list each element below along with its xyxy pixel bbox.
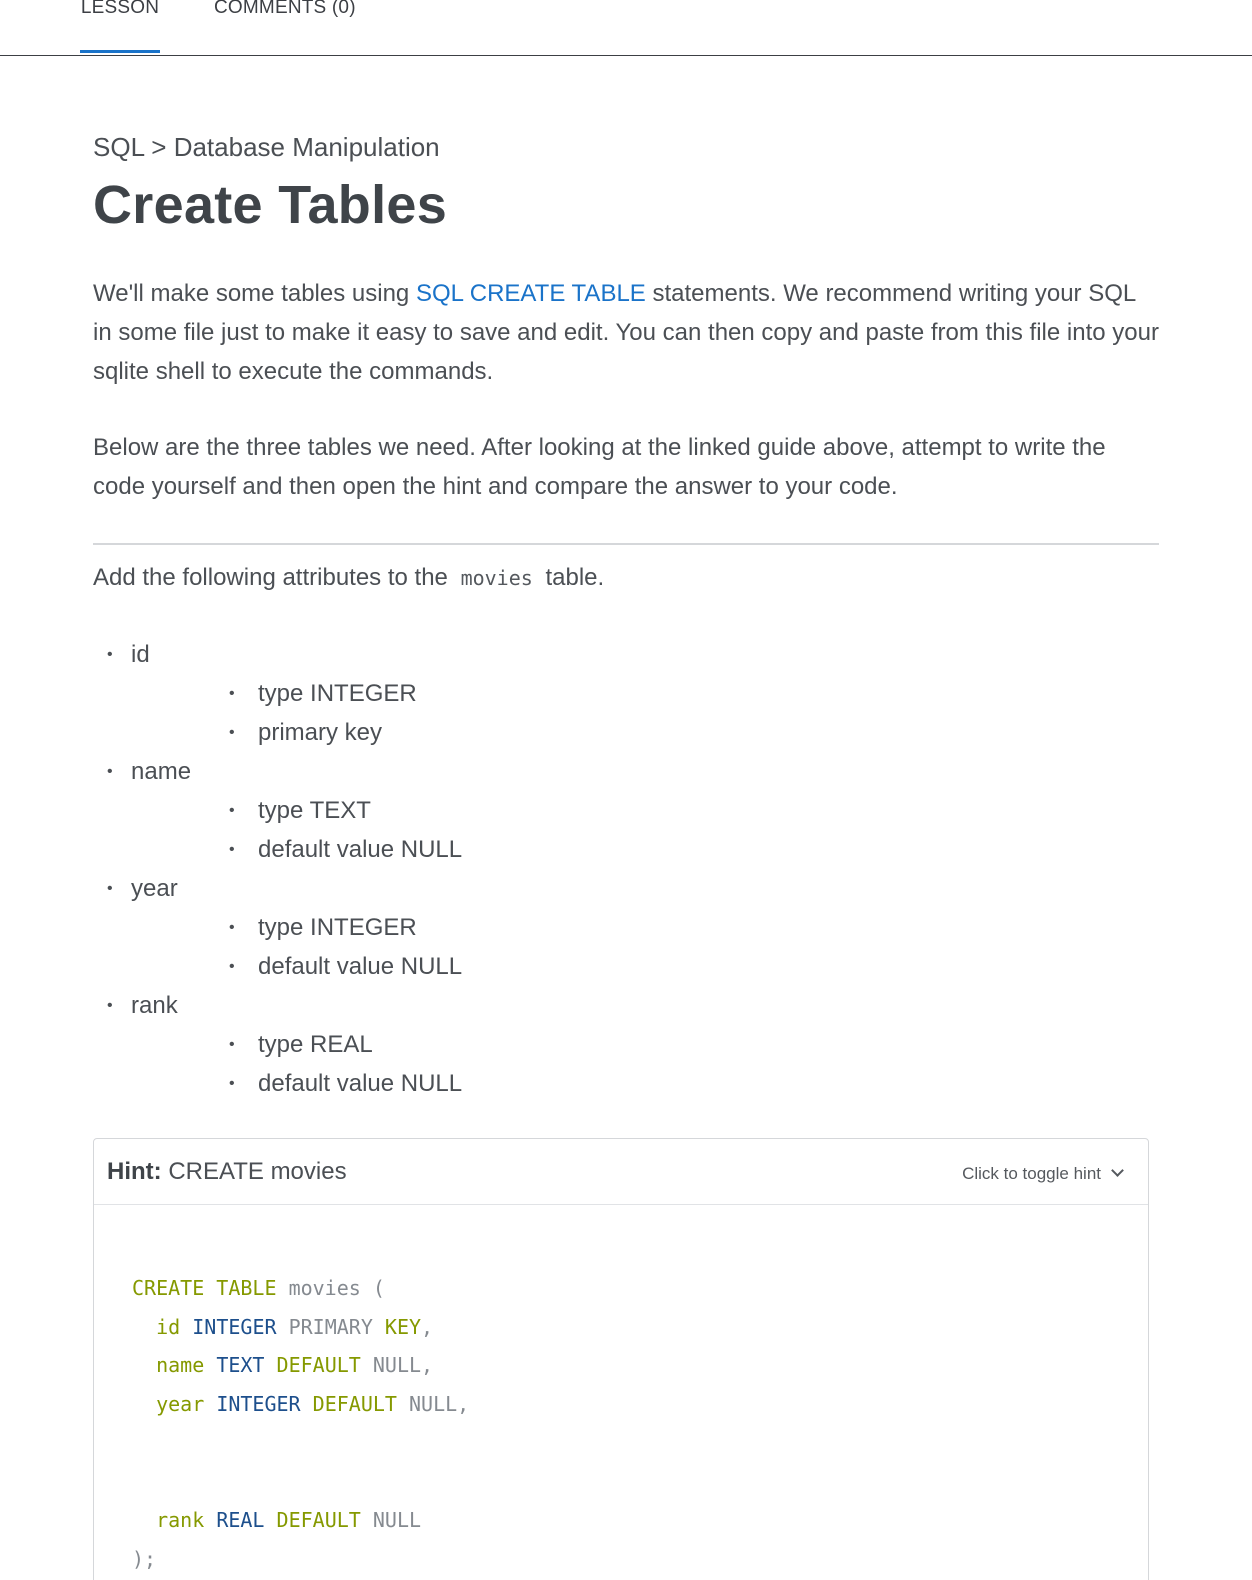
code-token: , [421, 1314, 434, 1339]
code-token: INTEGER [216, 1392, 301, 1417]
attribute-name: rank [131, 992, 178, 1019]
code-token: id [156, 1314, 181, 1339]
hint-label: Hint: [107, 1158, 162, 1185]
attribute-prop: • type TEXT [244, 791, 1159, 830]
divider [93, 543, 1159, 545]
attribute-name: name [131, 758, 192, 785]
code-token: DEFAULT [276, 1353, 361, 1378]
attribute-prop: • type REAL [244, 1025, 1159, 1064]
attribute-item-name [93, 752, 1159, 869]
chevron-down-icon [1111, 1164, 1124, 1177]
attribute-name: id [131, 641, 150, 668]
attributes-intro-before: Add the following attributes to the [93, 564, 448, 591]
intro-text-before: We'll make some tables using [93, 280, 416, 307]
attribute-prop: • primary key [244, 713, 1159, 752]
code-token: name [156, 1353, 205, 1378]
intro-paragraph [93, 274, 1159, 391]
code-token: REAL [216, 1508, 265, 1533]
attributes-intro [93, 558, 604, 598]
code-token: TABLE [216, 1276, 277, 1300]
attribute-prop: • default value NULL [244, 947, 1159, 986]
code-token: DEFAULT [312, 1392, 397, 1417]
attribute-props [131, 908, 1159, 986]
attribute-item-year [93, 869, 1159, 986]
tab-lesson[interactable]: LESSON [80, 0, 160, 53]
instructions-paragraph: Below are the three tables we need. After looking at the linked guide above, attempt to write the code yourself and then open the hint and compare the answer to your code. [93, 434, 1106, 500]
hint-title-text: CREATE movies [168, 1158, 347, 1185]
code-token: year [156, 1392, 205, 1417]
attribute-item-id [93, 635, 1159, 752]
hint-toggle-button[interactable] [962, 1164, 1122, 1184]
code-token: PRIMARY [288, 1314, 373, 1339]
code-token: NULL [372, 1508, 422, 1533]
attribute-item-rank [93, 986, 1159, 1103]
code-token: DEFAULT [276, 1508, 361, 1533]
tab-bar [0, 0, 1252, 56]
attribute-props [131, 674, 1159, 752]
code-token: INTEGER [192, 1314, 277, 1339]
code-block [132, 1269, 469, 1579]
hint-header[interactable] [94, 1139, 1148, 1205]
attribute-prop: • default value NULL [244, 830, 1159, 869]
code-token: KEY [384, 1314, 422, 1339]
hint-title [107, 1158, 347, 1186]
code-token: rank [156, 1508, 205, 1533]
hint-toggle-label: Click to toggle hint [962, 1164, 1101, 1183]
tab-comments[interactable]: COMMENTS (0) [214, 0, 356, 18]
code-token: TEXT [216, 1353, 265, 1378]
table-name-code: movies [460, 566, 533, 590]
hint-panel [93, 1138, 1149, 1580]
intro-text-after: statements. We recommend writing your SQL in some file just to make it easy to save and edit. You can then copy and paste from this file into your sqlite shell to execute the commands. [93, 280, 1159, 385]
attribute-prop: • type INTEGER [244, 908, 1159, 947]
attribute-name: year [131, 875, 178, 902]
code-token: ); [132, 1546, 157, 1571]
code-token: movies ( [288, 1276, 385, 1300]
attributes-intro-after: table. [545, 564, 605, 591]
attribute-prop: • default value NULL [244, 1064, 1159, 1103]
attribute-list [93, 635, 1159, 1103]
attribute-props [131, 791, 1159, 869]
code-token: NULL, [372, 1353, 434, 1378]
page-title: Create Tables [93, 175, 448, 235]
attribute-prop: • type INTEGER [244, 674, 1159, 713]
sql-create-table-link[interactable]: SQL CREATE TABLE [415, 280, 646, 307]
code-token: CREATE [132, 1276, 205, 1300]
attribute-props [131, 1025, 1159, 1103]
code-token: NULL, [409, 1392, 470, 1417]
breadcrumb: SQL > Database Manipulation [93, 132, 440, 162]
